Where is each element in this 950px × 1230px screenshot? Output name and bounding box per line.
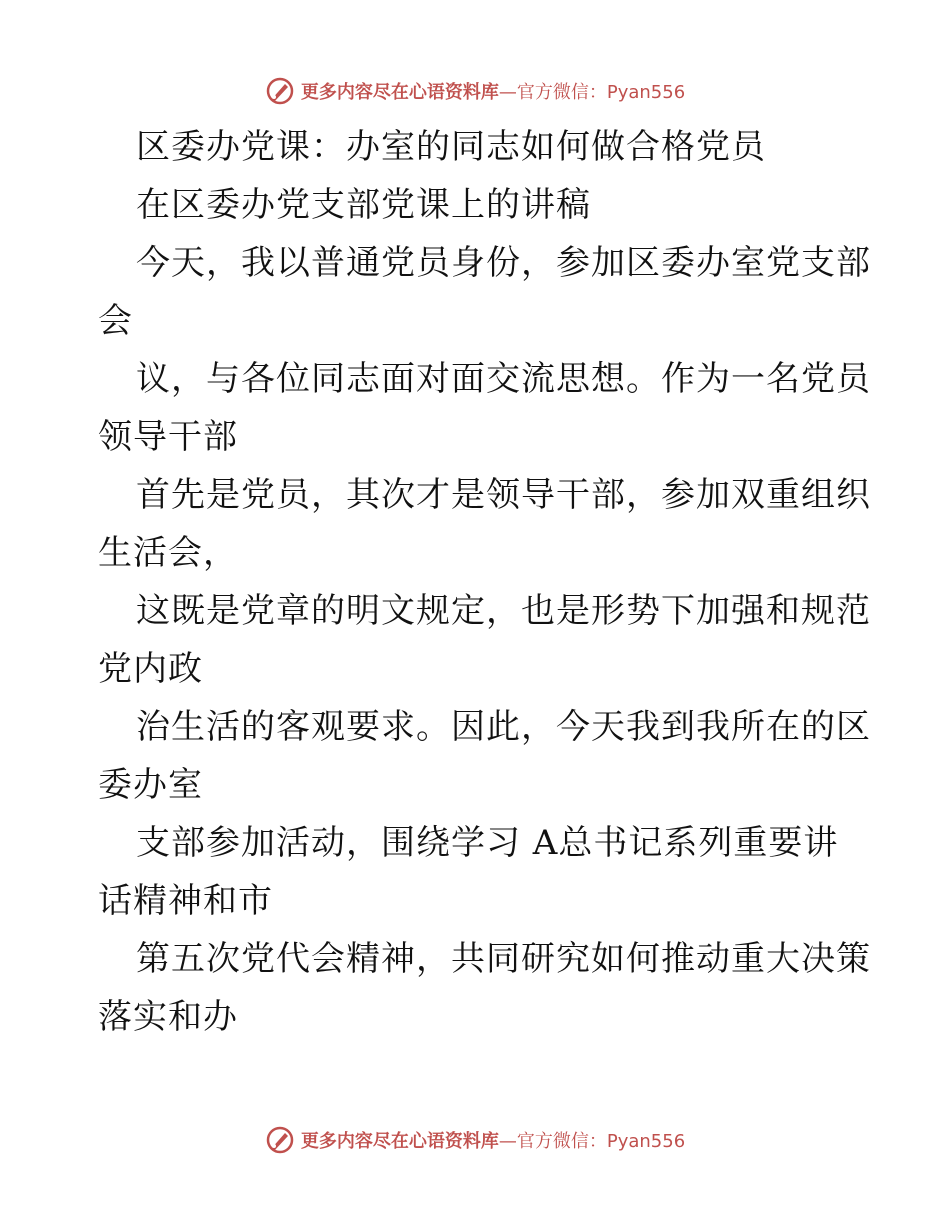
text-line: 话精神和市 (98, 881, 273, 921)
text-line: 落实和办 (98, 997, 238, 1037)
pen-logo-icon (265, 76, 295, 106)
watermark-separator: — (498, 82, 517, 103)
document-subtitle: 在区委办党支部党课上的讲稿 (136, 185, 591, 225)
text-line: 今天，我以普通党员身份，参加区委办室党支部 (136, 243, 871, 283)
text-line: 党内政 (98, 649, 203, 689)
watermark-separator: — (498, 1131, 517, 1152)
watermark-brand: 更多内容尽在心语资料库 (300, 1131, 499, 1152)
footer-watermark (0, 1125, 950, 1155)
text-line: 治生活的客观要求。因此，今天我到我所在的区 (136, 707, 871, 747)
document-body (98, 118, 871, 1046)
watermark-wechat: 官方微信：Pyan556 (516, 82, 686, 103)
text-line: 首先是党员，其次才是领导干部，参加双重组织 (136, 475, 871, 515)
text-line: 第五次党代会精神，共同研究如何推动重大决策 (136, 939, 871, 979)
text-line: 会 (98, 301, 133, 341)
text-line: 支部参加活动，围绕学习 A总书记系列重要讲 (136, 823, 839, 863)
watermark-brand: 更多内容尽在心语资料库 (300, 82, 499, 103)
header-watermark (0, 76, 950, 106)
watermark-wechat: 官方微信：Pyan556 (516, 1131, 686, 1152)
text-line: 领导干部 (98, 417, 238, 457)
text-line: 议，与各位同志面对面交流思想。作为一名党员 (136, 359, 871, 399)
document-title: 区委办党课：办室的同志如何做合格党员 (136, 127, 766, 167)
text-line: 这既是党章的明文规定，也是形势下加强和规范 (136, 591, 871, 631)
pen-logo-icon (265, 1125, 295, 1155)
text-line: 委办室 (98, 765, 203, 805)
text-line: 生活会， (98, 533, 238, 573)
